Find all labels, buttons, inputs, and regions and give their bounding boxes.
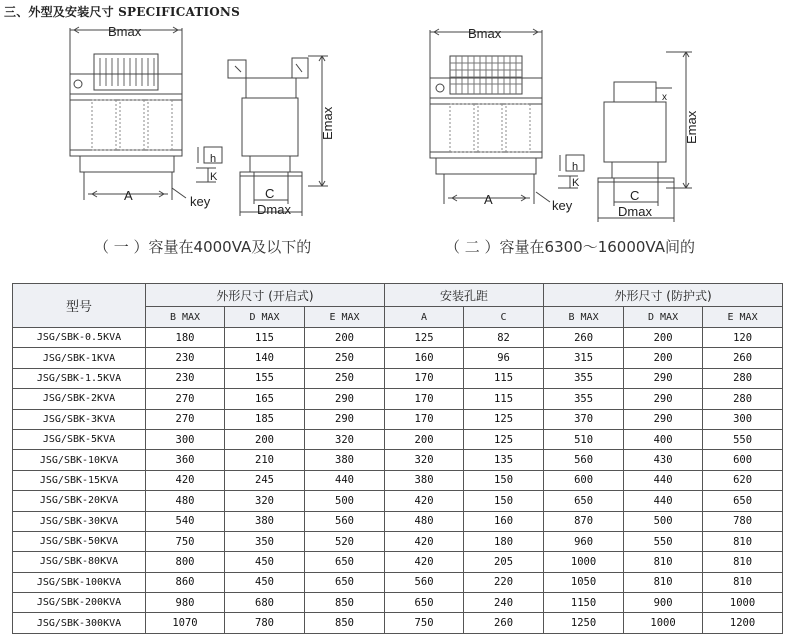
value-cell: 1250 — [544, 613, 624, 633]
value-cell: 290 — [624, 389, 703, 409]
model-cell: JSG/SBK-5KVA — [13, 429, 146, 449]
value-cell: 320 — [225, 491, 305, 511]
value-cell: 560 — [385, 572, 464, 592]
value-cell: 380 — [385, 470, 464, 490]
value-cell: 320 — [305, 429, 385, 449]
value-cell: 180 — [146, 328, 225, 348]
group-mounting: 安装孔距 — [385, 284, 544, 307]
value-cell: 82 — [464, 328, 544, 348]
value-cell: 220 — [464, 572, 544, 592]
model-cell: JSG/SBK-80KVA — [13, 552, 146, 572]
fig1-key-detail — [196, 147, 222, 182]
value-cell: 480 — [146, 491, 225, 511]
table-row — [13, 572, 783, 592]
table-row — [13, 531, 783, 551]
fig1-front-view — [70, 27, 186, 200]
model-cell: JSG/SBK-50KVA — [13, 531, 146, 551]
value-cell: 165 — [225, 389, 305, 409]
value-cell: 560 — [305, 511, 385, 531]
value-cell: 850 — [305, 593, 385, 613]
value-cell: 560 — [544, 450, 624, 470]
table-row — [13, 368, 783, 388]
table-row — [13, 389, 783, 409]
fig2-a-label: A — [484, 192, 493, 207]
fig1-key-label: key — [190, 194, 211, 209]
fig2-c-label: C — [630, 188, 640, 203]
value-cell: 96 — [464, 348, 544, 368]
value-cell: 120 — [703, 328, 783, 348]
value-cell: 320 — [385, 450, 464, 470]
value-cell: 420 — [385, 531, 464, 551]
value-cell: 135 — [464, 450, 544, 470]
fig2-k-label: K — [572, 177, 580, 189]
value-cell: 355 — [544, 368, 624, 388]
model-cell: JSG/SBK-200KVA — [13, 593, 146, 613]
value-cell: 260 — [544, 328, 624, 348]
value-cell: 1000 — [544, 552, 624, 572]
section-heading: 三、外型及安装尺寸 SPECIFICATIONS — [4, 5, 240, 19]
value-cell: 450 — [225, 552, 305, 572]
value-cell: 200 — [624, 348, 703, 368]
value-cell: 450 — [225, 572, 305, 592]
model-cell: JSG/SBK-100KVA — [13, 572, 146, 592]
value-cell: 355 — [544, 389, 624, 409]
value-cell: 210 — [225, 450, 305, 470]
table-row — [13, 613, 783, 633]
value-cell: 420 — [385, 552, 464, 572]
value-cell: 200 — [385, 429, 464, 449]
value-cell: 115 — [225, 328, 305, 348]
value-cell: 380 — [225, 511, 305, 531]
value-cell: 230 — [146, 368, 225, 388]
value-cell: 810 — [703, 572, 783, 592]
value-cell: 420 — [385, 491, 464, 511]
fig1-h-label: h — [210, 153, 217, 165]
value-cell: 300 — [146, 429, 225, 449]
model-cell: JSG/SBK-15KVA — [13, 470, 146, 490]
table-row — [13, 593, 783, 613]
table-body — [13, 328, 783, 634]
value-cell: 780 — [703, 511, 783, 531]
value-cell: 150 — [464, 470, 544, 490]
value-cell: 680 — [225, 593, 305, 613]
value-cell: 150 — [464, 491, 544, 511]
value-cell: 500 — [305, 491, 385, 511]
sub-header: C — [464, 307, 544, 328]
value-cell: 250 — [305, 348, 385, 368]
fig1-bmax-label: Bmax — [108, 24, 142, 39]
sub-header: E MAX — [305, 307, 385, 328]
model-cell: JSG/SBK-0.5KVA — [13, 328, 146, 348]
value-cell: 290 — [305, 389, 385, 409]
fig1-a-label: A — [124, 188, 133, 203]
value-cell: 980 — [146, 593, 225, 613]
value-cell: 115 — [464, 389, 544, 409]
value-cell: 200 — [225, 429, 305, 449]
value-cell: 270 — [146, 389, 225, 409]
value-cell: 315 — [544, 348, 624, 368]
specifications-table — [12, 283, 783, 634]
value-cell: 860 — [146, 572, 225, 592]
group-header-row — [13, 284, 783, 307]
value-cell: 810 — [624, 552, 703, 572]
value-cell: 780 — [225, 613, 305, 633]
value-cell: 260 — [464, 613, 544, 633]
model-cell: JSG/SBK-20KVA — [13, 491, 146, 511]
sub-header: D MAX — [624, 307, 703, 328]
value-cell: 1000 — [624, 613, 703, 633]
value-cell: 1070 — [146, 613, 225, 633]
value-cell: 440 — [624, 491, 703, 511]
value-cell: 650 — [385, 593, 464, 613]
value-cell: 440 — [624, 470, 703, 490]
value-cell: 550 — [703, 429, 783, 449]
value-cell: 280 — [703, 368, 783, 388]
value-cell: 650 — [544, 491, 624, 511]
value-cell: 480 — [385, 511, 464, 531]
sub-header: E MAX — [703, 307, 783, 328]
value-cell: 300 — [703, 409, 783, 429]
fig2-key-detail — [558, 155, 584, 188]
model-cell: JSG/SBK-1.5KVA — [13, 368, 146, 388]
model-cell: JSG/SBK-2KVA — [13, 389, 146, 409]
value-cell: 800 — [146, 552, 225, 572]
sub-header: D MAX — [225, 307, 305, 328]
value-cell: 400 — [624, 429, 703, 449]
value-cell: 750 — [146, 531, 225, 551]
value-cell: 180 — [464, 531, 544, 551]
value-cell: 140 — [225, 348, 305, 368]
table-row — [13, 429, 783, 449]
fig2-bmax-label: Bmax — [468, 26, 502, 41]
value-cell: 960 — [544, 531, 624, 551]
value-cell: 205 — [464, 552, 544, 572]
value-cell: 240 — [464, 593, 544, 613]
table-row — [13, 450, 783, 470]
dimension-drawings — [0, 22, 790, 260]
value-cell: 1150 — [544, 593, 624, 613]
fig2-side-view — [598, 52, 692, 222]
value-cell: 520 — [305, 531, 385, 551]
value-cell: 125 — [464, 409, 544, 429]
table-row — [13, 552, 783, 572]
value-cell: 550 — [624, 531, 703, 551]
value-cell: 125 — [464, 429, 544, 449]
group-open-type: 外形尺寸 (开启式) — [146, 284, 385, 307]
value-cell: 245 — [225, 470, 305, 490]
fig2-front-view — [430, 29, 550, 204]
value-cell: 200 — [305, 328, 385, 348]
value-cell: 170 — [385, 368, 464, 388]
model-cell: JSG/SBK-3KVA — [13, 409, 146, 429]
value-cell: 360 — [146, 450, 225, 470]
value-cell: 650 — [305, 572, 385, 592]
value-cell: 115 — [464, 368, 544, 388]
fig1-k-label: K — [210, 171, 218, 183]
value-cell: 1000 — [703, 593, 783, 613]
value-cell: 600 — [544, 470, 624, 490]
group-protected-type: 外形尺寸 (防护式) — [544, 284, 783, 307]
value-cell: 200 — [624, 328, 703, 348]
value-cell: 650 — [305, 552, 385, 572]
fig1-side-view — [228, 56, 328, 216]
value-cell: 270 — [146, 409, 225, 429]
table-row — [13, 348, 783, 368]
value-cell: 620 — [703, 470, 783, 490]
value-cell: 160 — [464, 511, 544, 531]
fig2-dmax-label: Dmax — [618, 204, 652, 219]
value-cell: 350 — [225, 531, 305, 551]
fig2-h-label: h — [572, 161, 579, 173]
sub-header: B MAX — [146, 307, 225, 328]
table-row — [13, 511, 783, 531]
model-header: 型号 — [13, 284, 146, 328]
figure2-caption: （ 二 ）容量在6300～16000VA间的 — [445, 238, 695, 256]
value-cell: 125 — [385, 328, 464, 348]
value-cell: 900 — [624, 593, 703, 613]
value-cell: 870 — [544, 511, 624, 531]
value-cell: 230 — [146, 348, 225, 368]
model-cell: JSG/SBK-1KVA — [13, 348, 146, 368]
figure1-caption: （ 一 ）容量在4000VA及以下的 — [94, 238, 312, 256]
fig1-emax-label: Emax — [320, 106, 335, 140]
sub-header: A — [385, 307, 464, 328]
value-cell: 440 — [305, 470, 385, 490]
value-cell: 500 — [624, 511, 703, 531]
fig1-dmax-label: Dmax — [257, 202, 291, 217]
value-cell: 155 — [225, 368, 305, 388]
value-cell: 810 — [624, 572, 703, 592]
value-cell: 170 — [385, 389, 464, 409]
value-cell: 370 — [544, 409, 624, 429]
value-cell: 1050 — [544, 572, 624, 592]
model-cell: JSG/SBK-30KVA — [13, 511, 146, 531]
value-cell: 380 — [305, 450, 385, 470]
value-cell: 290 — [305, 409, 385, 429]
value-cell: 510 — [544, 429, 624, 449]
value-cell: 540 — [146, 511, 225, 531]
fig1-c-label: C — [265, 186, 275, 201]
value-cell: 170 — [385, 409, 464, 429]
value-cell: 810 — [703, 552, 783, 572]
sub-header: B MAX — [544, 307, 624, 328]
fig2-x-label: x — [662, 92, 667, 103]
value-cell: 430 — [624, 450, 703, 470]
value-cell: 260 — [703, 348, 783, 368]
value-cell: 1200 — [703, 613, 783, 633]
value-cell: 420 — [146, 470, 225, 490]
model-cell: JSG/SBK-300KVA — [13, 613, 146, 633]
value-cell: 750 — [385, 613, 464, 633]
value-cell: 290 — [624, 368, 703, 388]
fig2-key-label: key — [552, 198, 573, 213]
value-cell: 850 — [305, 613, 385, 633]
fig2-emax-label: Emax — [684, 110, 699, 144]
value-cell: 290 — [624, 409, 703, 429]
value-cell: 160 — [385, 348, 464, 368]
table-row — [13, 328, 783, 348]
value-cell: 280 — [703, 389, 783, 409]
table-row — [13, 491, 783, 511]
table-row — [13, 409, 783, 429]
value-cell: 810 — [703, 531, 783, 551]
table-row — [13, 470, 783, 490]
value-cell: 600 — [703, 450, 783, 470]
model-cell: JSG/SBK-10KVA — [13, 450, 146, 470]
value-cell: 650 — [703, 491, 783, 511]
value-cell: 250 — [305, 368, 385, 388]
value-cell: 185 — [225, 409, 305, 429]
